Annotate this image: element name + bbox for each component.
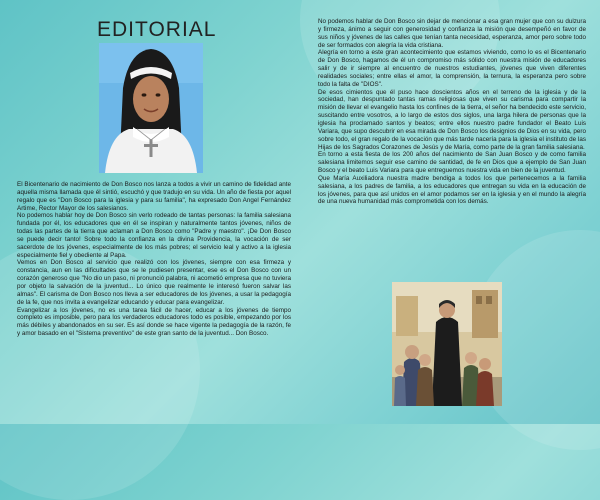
paragraph: Alegría en torno a este gran acontecimiento que estamos viviendo, como lo es el Bicentenario de Don Bosco, hagamos de él un compromiso más sólido con nuestra misión de educadores salir y de ir siempre al encuentro de nuestros estudiantes, jóvenes que viven diferentes realidades sociales; entre ellas el amor, la comprensión, la ternura, la esperanza pero sobre todo la falta de "DIOS". [318,49,586,88]
paragraph: No podemos hablar de Don Bosco sin dejar de mencionar a esa gran mujer que con su dulzura y firmeza, ánimo a seguir con generosidad y confianza la misión que desempeñó en favor de sus niños y jóvenes de las calles que tenían tanta necesidad, esperanza, amor pero sobre todo de ser formados con alegría la vida cristiana. [318,18,586,49]
paragraph: Que María Auxiliadora nuestra madre bendiga a todos los que pertenecemos a la familia salesiana, a los padres de familia, a los educadores que entregan su vida en la educación de los jóvenes, para que así unidos en el amor podamos ser en la iglesia y en el mundo la alegría de una nueva humanidad más comprometida con los demás. [318,174,586,206]
don-bosco-painting [392,282,502,406]
paragraph: Evangelizar a los jóvenes, no es una tarea fácil de hacer, educar a los jóvenes de tiempo completo es imposible, pero para los verdaderos educadores todo es posible, empezando por los más débiles y abandonados en su ser. Es así donde se hace vigente la pedagogía de la razón, fe y amor basado en el "Sistema preventivo" de este gran santo de la juventud... Don Bosco. [17,306,291,338]
paragraph: El Bicentenario de nacimiento de Don Bosco nos lanza a todos a vivir un camino de fidelidad ante aquella misma llamada que él sintió, escuchó y que tradujo en su vida. Un año de fiesta por aquel regalo que es "Don Bosco para la iglesia y para su familia", ha expresado Don Angel Fernández Artime, Rector Mayor de los salesianos. [17,181,291,212]
paragraph: De esos cimientos que él puso hace doscientos años en el terreno de la iglesia y de la sociedad, han despuntado tantas ramas religiosas que viven su carisma para compartir la misión de llevar el evangelio hasta los confines de la tierra, el señor ha bendecido este servicio, suscitando entre vosotros, a lo largo de estos dos siglos, una larga hilera de personas que la iglesia ha proclamado santos y beatos; entre ellos nuestro padre fundador el Beato Luis Variara, que supo descubrir en esa mirada de Don Bosco los designios de Dios en su vida, pero sobre todo, el gran regalo de la vocación que más tarde nacería para la iglesia el instituto de las Hijas de los Sagrados Corazones de Jesús y de María, como parte de la gran familia salesiana. [318,88,586,151]
left-column [17,181,291,338]
paragraph: No podemos hablar hoy de Don Bosco sin verlo rodeado de tantas personas: la familia salesiana fundada por él, los educadores que en él se inspiran y naturalmente tantos jóvenes, niños de todas las partes de la tierra que aclaman a Don Bosco como "Padre y maestro". ¡De Don Bosco se puede decir tanto! Sobre todo la confianza en la divina Providencia, la vocación de ser sacerdote de los jóvenes, especialmente de los más pobres; el servicio leal y activo a la iglesia especialmente fiel y obediente al Papa. [17,212,291,259]
paragraph: Vemos en Don Bosco al servicio que realizó con los jóvenes, siempre con esa firmeza y constancia, aun en las dificultades que se le pudiesen presentar, ese es el Don Bosco con un corazón generoso que "No dio un paso, ni pronunció palabra, ni acometió empresa que no tuviera por objeto la salvación de la juventud... Lo único que realmente le interesó fueron salvar las almas". El carisma de Don Bosco nos lleva a ser educadores de los jóvenes, a usar la pedagogía de la fe, que nos invita a evangelizar educando y educar para evangelizar. [17,259,291,306]
paragraph: En torno a esta fiesta de los 200 años del nacimiento de San Juan Bosco y de como familia salesiana limitemos seguir ese camino de santidad, de fe en Dios que a ejemplo de San Juan Bosco y el beato Luis Variara para que entreguemos nuestra vida en bien de la juventud. [318,151,586,175]
painting-image [392,282,502,406]
nun-portrait [99,43,203,173]
page-title: EDITORIAL [97,18,217,41]
right-column [318,18,586,206]
portrait-photo [99,43,203,173]
